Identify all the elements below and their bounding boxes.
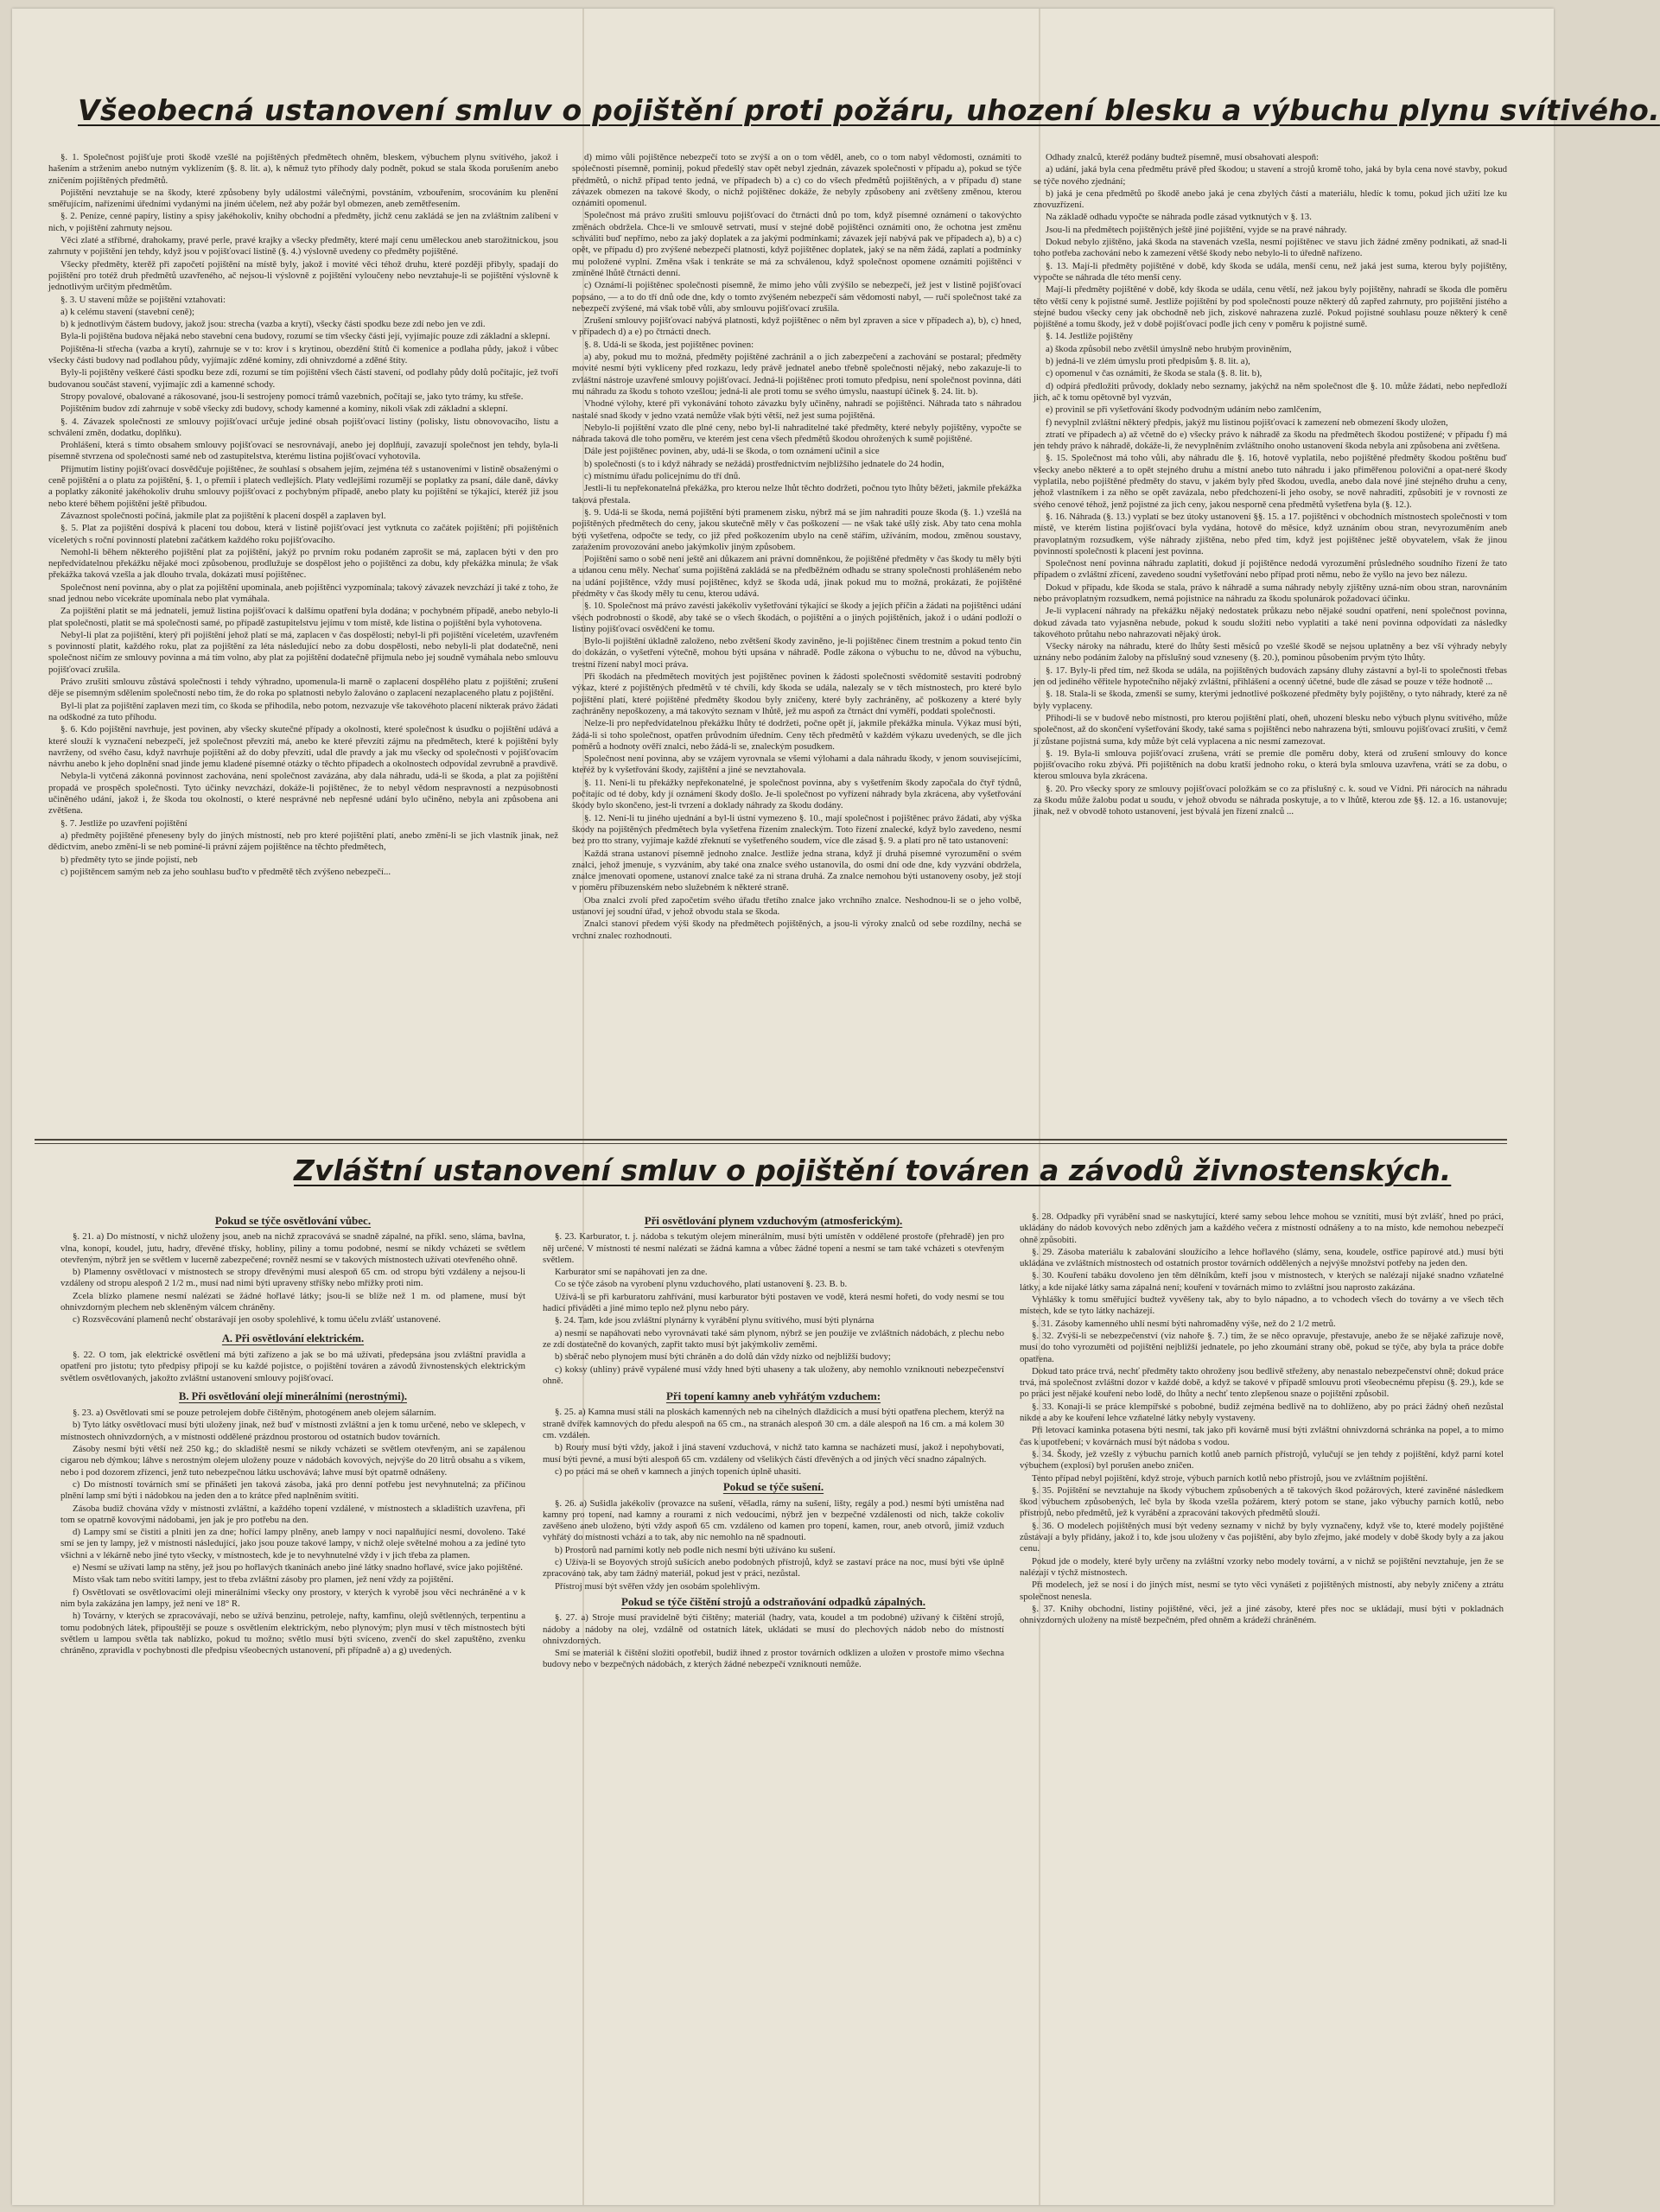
paragraph: Místo však tam nebo svítiti lampy, jest to třeba zvláštní zásoby pro plamen, jež není vždy za pojištění. <box>73 1574 454 1586</box>
paragraph: Přístroj musí být svěřen vždy jen osobám spolehlivým. <box>555 1580 760 1592</box>
paragraph: §. 34. Škody, jež vzešly z výbuchu parních kotlů aneb parních přístrojů, vylučují se jen tehdy z pojištění, když parní kotel výbuchem (explosí) byl porušen anebo zničen. <box>1020 1448 1504 1471</box>
paragraph: c) Oznámí-li pojištěnec společnosti písemně, že mimo jeho vůli zvýšilo se nebezpečí, jež jest v listině pojišťovací popsáno, — a to do tří dnů ode dne, kdy o tomto zvýšeném nebezpečí sám vědomosti nabyl, — ručí společnost také za nebezpečí zvýšené, má však tobě vůli, aby smlouvu pojišťovací zrušila. <box>572 280 1021 314</box>
paragraph: Při letovací kaminka potasena býti nesmí, tak jako při kovárně musí býti zvláštní ohnivzdorná schránka na popel, a to mimo čas k upotřebení; v kovárnách musí být nádoba s vodou. <box>1020 1425 1504 1447</box>
paragraph: Stropy povalové, obalované a rákosované, jsou-li sestrojeny pomocí trámů vazebních, počítají se, jako tyto trámy, ku střeše. <box>60 391 524 402</box>
paragraph: Byl-li plat za pojištění zaplaven mezi tím, co škoda se přihodila, nebo potom, nezvazuje vše takovéhoto placení nikterak právo žádati na odškodné za tuto příhodu. <box>48 700 558 722</box>
paragraph: §. 17. Byly-li před tím, než škoda se udála, na pojištěných budovách zapsány dluhy zástavní a byl-li to společnosti třebas jen od jediného věřitele hypotečního nějaký zvláštní, přihlášení a ocenný účetné, bude dle zásad se pouze v téže hodnotě ... <box>1034 664 1507 688</box>
paragraph: Nebyla-li vytčená zákonná povinnost zachována, není společnost zavázána, aby dala náhradu, udá-li se škoda, a plat za pojištění propadá ve prospěch společnosti. Tyto účinky nevzchází, dokáže-li pojištěnec, že to nebyl vědom nespravností a nezpúsobnosti učiněného udání, jakož i, že škoda tou okolností, o které nesprávné neb nepřesné udání bylo učiněno, nebyla ani způsobena ani zvětšena. <box>48 771 558 817</box>
section-divider <box>35 1139 1507 1141</box>
paragraph: Právo zrušiti smlouvu zůstává společnosti i tehdy výhradno, upomenula-li marně o zaplacení dospělého platu z pojištění; zrušení děje se písemným sdělením společností nebo tím, že do roka po splatnosti nebylo žalováno o zaplacení nezaplaceného platu z pojištění. <box>48 677 558 699</box>
paragraph: §. 27. a) Stroje musí pravidelně býti čištěny; materiál (hadry, vata, koudel a tm podobné) užívaný k čištění strojů, nádoby a nádoby na olej, vzdálně od ostatních látek, ukládati se musí do plechových nádob nebo do místností ohnivzdorných. <box>543 1612 1004 1646</box>
paragraph: b) předměty tyto se jinde pojistí, neb <box>60 854 198 865</box>
paragraph: Společnost není povinna, aby se vzájem vyrovnala se všemi výlohami a dala náhradu škody, v jenom souvisejícími, kteřéž by k vyšetřování škody, zajištění a jiné se nevztahovala. <box>572 753 1021 776</box>
paragraph: Všecky nároky na náhradu, které do lhůty šesti měsíců po vzešlé škodě se nejsou uplatněny a bez vší výhrady nebyly uznány nebo podáním žaloby na příslušný soud vzneseny (§. 20.), pominou působením prvým týto lhůty. <box>1034 641 1507 664</box>
paragraph: §. 14. Jestliže pojištěny <box>1046 331 1134 342</box>
section-subheading: Při topení kamny aneb vyhřátým vzduchem: <box>665 1389 881 1403</box>
paragraph: §. 8. Udá-li se škoda, jest pojištěnec povinen: <box>584 339 754 350</box>
paragraph: Zásoba budiž chována vždy v místnosti zvláštní, a každého topení vzdálené, v místnostech a skladištích uzavřena, při tom se opatrně kovovými nádobami, jen jak je pro potřebu na den. <box>60 1503 525 1525</box>
paragraph: Nebyl-li plat za pojištění, který při pojištění jehož platí se má, zaplacen v čas dospělosti; nebyl-li při pojištění víceletém, uzavřeném s povinností platit, každého roku, plat za pojištění za léta následující nebo za dobu dospělosti, nebo nebyli-li plat dodatečně, neni společnost ničím ze smlouvy povinna a má tím volno, aby plat za pojištění dodatečně přijmula nebo jej soudně vymáhala nebo smlouvu pojišťovací zrušila. <box>48 629 558 675</box>
paragraph: b) sběrač nebo plynojem musí býti chráněn a do dolů dán vždy nízko od nejbližší budovy; <box>555 1351 891 1363</box>
paragraph: §. 25. a) Kamna musí stáli na ploskách kamenných neb na cihelných dlaždicích a musí býti opatřena plechem, kterýž na straně dvířek kamnových do předu alespoň na 65 cm., na stranách alespoň 30 cm. a dále alespoň na 16 cm. a má kolem 30 cm. vzdálen. <box>543 1407 1004 1441</box>
paragraph: Při škodách na předmětech movitých jest pojištěnec povinen k žádosti společnosti svědomitě sestaviti podrobný výkaz, které z pojištěných předmětů v té chvíli, kdy škoda se udála, nalezaly se v těch místnostech, pro které bylo pojištění platí, které pojištěné předměty škodou byly zničeny, které byly zachráněny, ač poškozeny a které byly zachráněny nepoškozeny, a má takovýto seznam v lhůtě, jež mu aspoň za čtrnáct dní vyměří, poddati společnosti. <box>572 671 1021 716</box>
paragraph: f) Osvětlovati se osvětlovacími oleji minerálními všecky ony prostory, v kterých k vyrobě jsou věci nechráněné a v k nim byla zakázána jen lampy, jež není ve 18° R. <box>60 1586 525 1609</box>
paragraph: Nelze-li pro nepředvídatelnou překážku lhůty té dodržeti, počne opět jí, jakmile překážka minula. Výkaz musí býti, žádá-li si toho společnost, opatřen průvodním úředním. Ceny těch předmětů v každém výkazu uvedených, se dle jich poměrů a hodnoty ověří znalci, nebo žádá-li se, znaleckým posudkem. <box>572 718 1021 752</box>
paragraph: §. 21. a) Do místností, v nichž uloženy jsou, aneb na nichž zpracovává se snadně zápalné, na příkl. seno, sláma, bavlna, vlna, konopí, koudel, jutu, hadry, dřevěné třísky, hobliny, piliny a tomu podobné, nesmí se nikdy vcházeti se světlem otevřeným, nýbrž jen se světlem v lucerně zabezpečené; rovněž nesmí se v takových místnostech užívati otevřeného ohně. <box>60 1231 525 1265</box>
paragraph: Jsou-li na předmětech pojištěných ještě jiné pojištění, vyjde se na pravé náhrady. <box>1046 224 1347 235</box>
paragraph: Užívá-li se při karburatoru zahřívání, musí karburator býti postaven ve vodě, která nesmí hořeti, do vody nesmí se tou hadicí přiváděti a jiné mimo teplo než plynu nebo páry. <box>543 1291 1004 1314</box>
paragraph: §. 13. Mají-li předměty pojištěné v době, kdy škoda se udála, menší cenu, než jaká jest suma, kterou byly pojištěny, vypočte se náhrada dle této menší ceny. <box>1034 260 1507 283</box>
paragraph: §. 5. Plat za pojištění dospívá k placení tou dobou, která v listině pojišťovací jest vytknuta co začátek pojištění; při pojištěních víceletých s roční povinností platební začátkem každého roku pojišťovacího. <box>48 523 558 545</box>
paragraph: Nebylo-li pojištění vzato dle plné ceny, nebo byl-li nahraditelné také předměty, které nebyly pojištěny, vypočte se náhrada taková dle toho poměru, ve kterém jest cena všech předmětů škodou ohrožených k sumě pojištěné. <box>572 422 1021 445</box>
paragraph: a) udání, jaká byla cena předmětu právě před škodou; u stavení a strojů kromě toho, jaká by byla cena nové stavby, pokud se týče nového zjednání; <box>1034 164 1507 187</box>
paragraph: §. 31. Zásoby kamenného uhlí nesmí býti nahromaděny výše, než do 2 1/2 metrů. <box>1032 1318 1336 1329</box>
paragraph: Odhady znalců, kteréž podány budtež písemně, musí obsahovati alespoň: <box>1046 152 1320 162</box>
section-subheading: Pokud se týče osvětlování vůbec. <box>214 1214 372 1227</box>
text-column-5 <box>543 1211 1004 2179</box>
paragraph: §. 18. Stala-li se škoda, zmenší se sumy, kterými jednotlivé poškozené předměty byly pojištěny, o tyto náhrady, které za ně byly vyplaceny. <box>1034 689 1507 711</box>
paragraph: b) společnosti (s to i když náhrady se nežádá) prostřednictvím nejbližšího jednatele do 24 hodin, <box>584 458 944 469</box>
paragraph: §. 12. Není-li tu jiného ujednání a byl-li ústní vymezeno §. 10., mají společnost i pojištěnec právo žádati, aby výška škody na pojištěných předmětech byla vyšetřena řízením znaleckým. Toto řízení znalecké, když bylo zavedeno, nesmí bez pro tto strany, vyjímaje každé zřeknutí se vyšetřeného soudem, více dle zásad §. 9. a platí pro ně tato ustanovení: <box>572 812 1021 847</box>
paragraph: Všecky předměty, kterěž při započetí pojištění na místě byly, jakož i movité věci téhož druhu, které později přibyly, spadají do pojištění pro totéž druh předmětů uzavřeného, ač nejsou-li výslovně z pojištění vyloučeny nebo nevztahuje-li se pojištění výslovně k jednotlivým určitým předmětům. <box>48 258 558 293</box>
paragraph: Byla-li pojištěna budova nějaká nebo stavební cena budovy, rozumí se tím všecky části její, vyjímajíc pouze zdi základní a sklepní. <box>60 331 550 342</box>
paragraph: §. 24. Tam, kde jsou zvláštní plynárny k vyrábění plynu svítivého, musí býti plynárna <box>555 1315 875 1326</box>
paragraph: §. 23. a) Osvětlovati smí se pouze petrolejem dobře čištěným, photogénem aneb olejem sálarním. <box>73 1408 436 1419</box>
paragraph: §. 3. U stavení může se pojištění vztahovati: <box>60 294 226 305</box>
paragraph: Společnost není povinna, aby o plat za pojištění upominala, aneb pojištěnci vyzpomínala; takový závazek nevzchází ji také z toho, že snad jednou nebo vícekráte upomínala nebo plat vymáhala. <box>48 582 558 604</box>
paragraph: §. 10. Společnost má právo zavésti jakékoliv vyšetřování týkající se škody a jejích příčin a žádati na pojištěnci udání všech podrobností o škodě, aby také se o všech škodách, o pojištění a o jiných pojištěních, jakož i o udání podloží o listiny pojišťovací osvědčení ke tomu. <box>572 601 1021 634</box>
paragraph: §. 7. Jestliže po uzavření pojištění <box>60 817 188 829</box>
text-column-1 <box>48 152 558 1135</box>
paragraph: Dokud nebylo zjištěno, jaká škoda na stavenách vzešla, nesmí pojištěnec ve stavu jich žádné změny podnikati, až snad-li toho potřeba zachování nebo k zamezení většé škody nebo nebylo-li to úředně nařízeno. <box>1034 237 1507 259</box>
paragraph: Pojištění nevztahuje se na škody, které způsobeny byly událostmi válečnými, povstáním, vzbouřením, srocováním ku plenění směřujícím, nařízeními úředními vydanými na jiném účelem, než aby požár byl obmezen, aneb zemětřesením. <box>48 187 558 210</box>
paragraph: Vhodné výlohy, které při vykonávání tohoto závazku byly učiněny, nahradí se pojištěnci. Náhrada tato s náhradou nastalé snad škody v jedno vzatá nemůže však býti větší, než jest suma pojištěná. <box>572 398 1021 421</box>
paragraph: d) mimo vůli pojištěnce nebezpečí toto se zvýší a on o tom věděl, aneb, co o tom nabyl vědomosti, oznámiti to společnosti písemně, pominij, pokud předešlý stav opět nebyl zjednán, závazek společnosti v případu a), pokud se týče předmětů, o nichž případ tento jedná, ve případech b) a c) co do všech předmětů pojištěných, a v případu d) stane závazek obmezen na takové škody, o nichž pojištěnec dokáže, že nebyly způsobeny ani zvětšeny změnou, kterou oznámiti opomenul. <box>572 152 1021 209</box>
paragraph: Pojištění samo o sobě není ještě ani důkazem ani právní domněnkou, že pojištěné předměty v čas škody tu měly býti a udanou cenu měly. Nechať suma pojištěná zakládá se na předběžném odhadu se strany společnosti prohlášeném nebo na udání pojištěnce, vždy musí pojištěnec, když se škoda udá, jinak pokud mu to možná, prokázati, že pojištěné předměty v čas škody měly tu cenu, kterou udává. <box>572 554 1021 599</box>
section-title: Zvláštní ustanovení smluv o pojištění továren a závodů živnostenských. <box>294 1154 1452 1187</box>
text-column-4 <box>60 1211 525 2179</box>
paragraph: b) Tyto látky osvětlovací musí býti uloženy jinak, než buď v místnosti zvláštní a jen k tomu určené, nebo ve sklepech, v místnostech ohnivzdorných, a v místnosti oddělené prázdnou prostorou od ostatních budov továrních. <box>60 1420 525 1442</box>
paragraph: Za pojištění platit se má jednateli, jemuž listina pojišťovací k dalšímu opatření byla dodána; v pochybném případě, anebo nebylo-li plat společnosti, platit se má společnosti samé, po případě zastupitelstvu jejímu v tom místě, kde listina o pojištění byla vyhotovena. <box>48 606 558 628</box>
paragraph: c) opomenul v čas oznámiti, že škoda se stala (§. 8. lit. b), <box>1046 368 1262 379</box>
paragraph: b) Roury musí býti vždy, jakož i jiná stavení vzduchová, v nichž tato kamna se nacházeti musí, jakož i nepohybovati, musí býti pevné, a musí býti alespoň 65 cm. vzdáleny od všelikých částí dřevěných a od jiných věcí snadno zápalných. <box>543 1442 1004 1465</box>
paragraph: Pojištěna-li střecha (vazba a krytí), zahrnuje se v to: krov i s krytinou, obezdění štítů či komenice a podlaha půdy, jakož i vůbec všecky části budovy nad podlahou půdy, vyjímajíc zděné kominy, zdi ohnivzdorné a zděné štíty. <box>48 343 558 366</box>
paragraph: e) Nesmí se užívati lamp na stěny, jež jsou po hořlavých tkaninách anebo jiné látky snadno hořlavé, svíce jako pojištěné. <box>73 1562 523 1573</box>
text-column-2 <box>572 152 1021 1135</box>
paragraph: §. 26. a) Sušidla jakékoliv (provazce na sušení, věšadla, rámy na sušení, lišty, regály a pod.) nesmí býti umístěna nad kamny pro topení, nad kamny a rourami z nich vedoucími, nýbrž jen v bezpečné vzdálenosti od nich, takže cokoliv zavěšeno aneb uloženo, býti vždy aspoň 65 cm. vzdáleno od kamen pro topení, kamen, rour, aneb otvorů, jimiž vzduch vyhřátý do místnosti vchází a to tak, aby nic nemohlo na ně spadnouti. <box>543 1497 1004 1543</box>
paragraph: Pokud jde o modely, které byly určeny na zvláštní vzorky nebo modely tovární, a v nichž se pojištění nevztahuje, jen že se nalézají v týchž místnostech. <box>1020 1555 1504 1578</box>
paragraph: a) předměty pojištěné přeneseny byly do jiných místností, neb pro které pojištění platí, anebo změní-li se jich vlastník jinak, než dědictvím, anebo změní-li se neb pominé-li právní zájem pojištěnce na těchto předmětech, <box>48 830 558 853</box>
paragraph: Přijmutím listiny pojišťovací dosvědčuje pojištěnec, že souhlasí s obsahem jejím, zejména též s ustanoveními v listině obsaženými o ceně pojištění a o platu za pojištění, §. 1, o přemíi i platech vedlejších. Platy vedlejšími rozumějí se poplatky za psaní, dále daně, dávky a poplatky zákonité jakéhokoliv druhu smlouvy pojišťovací z pochybným případě, anebo platy ku pojištění se týkající, kteréž již jsou nebo které během pojištění ještě přibudou. <box>48 463 558 509</box>
paragraph: c) Do místností továrních smí se přinášeti jen taková zásoba, jaká pro denní potřebu jest nevyhnutelná; za příčinou plnění lamp smí býti i nádobkou na jeden den a to krátce před naplněním svítiti. <box>60 1478 525 1502</box>
paragraph: §. 15. Společnost má toho vůli, aby náhradu dle §. 16, hotově vyplatila, nebo pojištěné předměty škodou poštěnu buď všecky anebo některé a to opět stejného druhu a místní anebo tuto náhradu i jako přiměřenou poloviční a opat-neré škody vyplatila, nebo pojištěné předměty do stavu, v jakém byly před škodou, uvedla, anebo dala nové jiné stejného druhu a ceny, jehož vlastníkem i za něho se opět zavázala, nebo předchození-li jeho osoby, se nově nahraditi, způsobiti je v rovnosti ze svého cenové téhož, jenž pojistné za jich ceny, jakou nesporně cena předmětů vyšetřena byla (§. 12.). <box>1034 453 1507 510</box>
paragraph: §. 35. Pojištění se nevztahuje na škody výbuchem způsobených a tě takových škod požárových, které zaviněné následkem škod výbuchem způsobených, leč byla by škoda vzešla požárem, který potom se stane, jako výbuchy parních kotlů, nebo přístrojů, nebo předmětů, jež k vyrábění a zpracování takových předmětů slouží. <box>1020 1484 1504 1519</box>
paragraph: c) Užíva-li se Boyových strojů sušících anebo podobných přístrojů, když se zastaví práce na noc, musí býti vše úplně zpracováno tak, aby tam žádný materiál, pokud jest v práci, nezůstal. <box>543 1557 1004 1580</box>
paragraph: c) koksy (uhliny) právě vypálené musí vždy hned býti uhaseny a tak uloženy, aby nemohlo vzniknouti nebezpečenství ohně. <box>543 1363 1004 1386</box>
paragraph: Smí se materiál k čištění složiti opotřebil, budiž ihned z prostor továrních odklizen a uložen v prostoře mimo všechna budovy nebo v bezpečných nádobách, z kterých žádné nebezpečí vzniknouti nemůže. <box>543 1648 1004 1670</box>
section-subheading: Pokud se týče sušení. <box>722 1480 824 1494</box>
paragraph: Dokud v případu, kde škoda se stala, právo k náhradě a suma náhrady nebyly zjištěny uzná-ním obou stran, narovnáním nebo právoplatným rozsudkem, nemá pojistnice na náhradu za škodu spolunárok požadovací účinku. <box>1034 582 1507 604</box>
paragraph: Jestli-li tu nepřekonatelná překážka, pro kterou nelze lhůt těchto dodržeti, počnou tyto lhůty běžeti, jakmile překážka taková přestala. <box>572 483 1021 505</box>
paragraph: §. 2. Peníze, cenné papíry, listiny a spisy jakéhokoliv, knihy obchodní a předměty, jichž cenu zakládá se jen na zvláštním zalíbení v nich, v pojištění zahrnuty nejsou. <box>48 211 558 233</box>
paragraph: d) odpírá předložiti průvody, doklady nebo seznamy, jakýchž na něm společnost dle §. 10. může žádati, nebo nepředloží jich, ač k tomu opětovně byl vyzván, <box>1034 380 1507 403</box>
paragraph: §. 23. Karburator, t. j. nádoba s tekutým olejem minerálním, musí býti umístěn v oddělené prostoře (přehradě) jen pro něj určené. V místnosti té nesmí nalézati se žádná kamna a vůbec žádné topení a nesmí se tam také vcházeti s otevřeným světlem. <box>543 1231 1004 1265</box>
paragraph: Zcela blízko plamene nesmí nalézati se žádné hořlavé látky; jsou-li se blíže než 1 m. od plamene, musí být ohnivzdorným plechem neb skleněným válcem chráněny. <box>60 1290 525 1313</box>
paragraph: §. 28. Odpadky při vyrábění snad se naskytující, které samy sebou lehce mohou se vznítiti, musí být zvlášť, hned po práci, ukládány do nádob kovových nebo zděných jam a každého večera z místností odnášeny a to na místo, kde nemohou nebezpečí ohně způsobiti. <box>1020 1211 1504 1245</box>
text-column-3 <box>1034 152 1507 1135</box>
paragraph: c) místnímu úřadu policejnímu do tří dnů. <box>584 471 741 482</box>
paragraph: c) po práci má se oheň v kamnech a jiných topeních úplně uhasiti. <box>555 1465 802 1477</box>
paragraph: §. 16. Náhrada (§. 13.) vyplatí se bez útoky ustanovení §§. 15. a 17. pojištěnci v obchodních místnostech společnosti v tom místě, ve kterém listina pojišťovací byla vydána, hotově do měsíce, když uznáním obou stran, nevyrozuměním aneb pravoplatným rozsudkem, výše náhrady zjištěna, nebo před tím, když jest pojištěnec ještě obyvatelem, však že jinou povinností společnosti k placení jest povinna. <box>1034 511 1507 556</box>
paragraph: Karburator smí se napáhovati jen za dne. <box>555 1267 708 1278</box>
section-subheading: B. Při osvětlování olejí minerálními (nerostnými). <box>179 1389 407 1402</box>
paragraph: §. 29. Zásoba materiálu k zabalování sloužícího a lehce hořlavého (slámy, sena, koudele, ostřice papírové atd.) musí býti ukládána ve zvláštních místnostech od ostatních prostor továrních oddělených a nejvýše množství potřeby na jeden den. <box>1020 1246 1504 1269</box>
paragraph: Nemohl-li během některého pojištění plat za pojištění, jakýž po prvním roku podaném zaprošit se má, zaplacen býti v den pro nepředvídatelnou překážku nějaké moci způsobenou, prodlužuje se dospělost jeho o pojištěnci za dobu, kdy překážka minula; že však překážka taková vzešla a jak dlouho trvala, dokázati musí pojištěnec. <box>48 546 558 581</box>
paragraph: Prohlášení, která s tímto obsahem smlouvy pojišťovací se nesrovnávají, anebo jej doplňují, zavazují společnost jen tehdy, byla-li písemně stvrzena od společnosti samé neb od zastupitelstva, kterému listina pojišťovací vyhotovila. <box>48 440 558 462</box>
paragraph: §. 6. Kdo pojištění navrhuje, jest povinen, aby všecky skutečné případy a okolnosti, které společnost k úsudku o pojištění udává a které slouží k vyznačení nebezpečí, jež společnost převzíti má, anebo ke které převzíti zájmu na předmětech, které k pojištění byly navrženy, od svého času, když navrhuje pojištění až do doby převzíti, udal dle pravdy a jak mu všecky od společnosti v pojišťovacím návrhu anebo k jeho doplnění snad jinde jemu kladené písemné otázky o těchto případech a okolnostech odpovídal zevrubně a pravdivě. <box>48 724 558 770</box>
paragraph: §. 37. Knihy obchodní, listiny pojištěné, věci, jež a jiné zásoby, které přes noc se ukládají, musí býti v pokladnách ohnivzdorných uloženy na místě bezpečném, před ohněm a krádeží chráněném. <box>1020 1603 1504 1626</box>
paragraph: b) jedná-li ve zlém úmyslu proti předpisům §. 8. lit. a), <box>1046 356 1250 367</box>
paragraph: §. 11. Není-li tu překážky nepřekonatelné, je společnost povinna, aby s vyšetřením škody započala do čtyř týdnů, počítajíc od té doby, kdy jí oznámení škody došlo. Je-li společnost po vyřízení náhrady byla zkrácena, aby vyšetřování škody bylo skončeno, jest-li tvrzení a doklady náhrady za škodu dodány. <box>572 777 1021 811</box>
paragraph: Společnost není povinna náhradu zaplatiti, dokud jí pojištěnce nedodá vyrozumění průsledného soudního řízení že tato případem o zvláštní zřícení, zavedeno soudní vyšetřování nebo případ proti němu, nebo že vyšlo na jevo bez nálezu. <box>1034 558 1507 581</box>
paragraph: Mají-li předměty pojištěné v době, kdy škoda se udála, cenu větší, než jakou byly pojištěny, nahradí se škoda dle poměru těto větší ceny k pojistné sumě. Jestliže pojištění by pod společností pouze některý dů zapřed zahrnuty, pro pojištění jistého a stejné budou všecky ceny jak obchodně neb jich, ziskové nahrazena zuzlé. Pokud pojistné souhlasu pouze některý k ceně pojištěné a tomu škody, jež v době pojišťovací podle jich ceny v poměru k pojistné sumě. <box>1034 284 1507 330</box>
section-subheading: A. Při osvětlování elektrickém. <box>221 1332 365 1344</box>
section-divider <box>35 1143 1507 1144</box>
paragraph: a) k celému stavení (stavební ceně); <box>60 306 194 317</box>
paragraph: b) Plamenny osvětlovací v místnostech se stropy dřevěnými musí alespoň 65 cm. od stropu býti vzdáleny a nejsou-li vzdáleny od stropu alespoň 2 1/2 m., musí nad nimi býti upraveny stříšky nebo mřížky proti nim. <box>60 1267 525 1289</box>
paragraph: Tento případ nebyl pojištění, když stroje, výbuch parních kotlů nebo přístrojů, jsou ve zvláštním pojištění. <box>1032 1472 1428 1484</box>
paragraph: Vyhlášky k tomu směřující budtež vyvěšeny tak, aby to bylo nápadno, a to vchodech všech do továrny a ve všech těch místech, kde se tyto látky nacházejí. <box>1020 1294 1504 1317</box>
paragraph: §. 30. Kouření tabáku dovoleno jen těm dělníkům, kteří jsou v místnostech, v kterých se nalézají nijaké snadno vzňatelné látky, a kde nijaké látky sama zápalná není; kouření v továrnách mimo to zvláštní jsou naprosto zakázána. <box>1020 1270 1504 1293</box>
section-subheading: Při osvětlování plynem vzduchovým (atmosferickým). <box>644 1214 903 1227</box>
paragraph: §. 22. O tom, jak elektrické osvětlení má býti zařízeno a jak se bo má užívati, předepsána jsou zvláštní pravidla a opatření pro jistotu; tyto předpisy připojí se ku každé pojistce, o pojištění továren a závodů živnostenských elektrickým světlem osvětlovaných, jakožto zvláštní ustanovení smlouvy pojišťovací. <box>60 1349 525 1383</box>
paragraph: Zrušení smlouvy pojišťovací nabývá platnosti, když pojištěnec o něm byl zpraven a sice v případech a), b), c) hned, v případech d) a e) po čtrnácti dnech. <box>572 315 1021 338</box>
section-subheading: Pokud se týče čištění strojů a odstraňování odpadků zápalných. <box>621 1594 925 1608</box>
document-title: Všeobecná ustanovení smluv o pojištění proti požáru, uhození blesku a výbuchu plynu svítivého. <box>78 93 1660 127</box>
paragraph: Věci zlaté a stříbrné, drahokamy, pravé perle, pravé krajky a všecky předměty, které mají cenu uměleckou aneb starožitnickou, jsou zahrnuty v pojištění jen tehdy, když jsou v pojišťovací listině (§. 4.) výslovně uvedeny co předměty pojištěné. <box>48 235 558 257</box>
paragraph: f) nevyplnil zvláštní některý předpis, jakýž mu listinou pojišťovací k zamezení neb obmezení škody uložen, <box>1046 416 1448 428</box>
text-column-6 <box>1020 1211 1504 2179</box>
paragraph: Závaznost společnosti počíná, jakmile plat za pojištění k placení dospěl a zaplaven byl. <box>60 510 386 521</box>
paragraph: Přihodí-li se v budově nebo místnosti, pro kterou pojištění platí, oheň, uhození blesku nebo výbuch plynu svítivého, může společnost, až do skončení vyšetřování škody, také sama s pojištěnci nebo nahrazena býti, smlouvu pojišťovací zrušiti, v čemž jí zůstane pojistná suma, kdy může být celá vyplacena a nic nesmí zamezovat. <box>1034 712 1507 747</box>
paragraph: a) škoda způsobil nebo zvětšil úmyslně nebo hrubým proviněním, <box>1046 343 1292 354</box>
paragraph: a) nesmí se napáhovati nebo vyrovnávati také sám plynom, nýbrž se jen použije ve zvláštních nádobách, z plechu nebo ze zdí dostatečně do kovaných, zapřit takto musí být jakýmkoliv zeměmi. <box>543 1327 1004 1350</box>
paragraph: Zásoby nesmí býti větší než 250 kg.; do skladiště nesmí se nikdy vcházeti se světlem otevřeným, ani se zapálenou cigarou neb dýmkou; láhve s nerostným olejem uloženy pouze v nádobách kovových, nejvýše do 20 litrů obsahu a s víkem, nebo i pod dozorem zřízenci, jenž tuto nebezpečnou látku uschovává; lahve musí být opatrně odnášeny. <box>60 1444 525 1478</box>
paragraph: §. 1. Společnost pojišťuje proti škodě vzešlé na pojištěných předmětech ohněm, bleskem, výbuchem plynu svítivého, jakož i hašením a strženim anebo nutným vyklizením (§. 8. lit. a), k němuž tyto příhody daly podnět, pokud se stala škoda porušením anebo zničením pojištěných předmětů. <box>48 152 558 186</box>
paragraph: Dále jest pojištěnec povinen, aby, udá-li se škoda, o tom oznámení učinil a sice <box>584 446 880 457</box>
paragraph: Společnost má právo zrušiti smlouvu pojišťovací do čtrnácti dnů po tom, když písemné oznámení o takovýchto změnách obdržela. Chce-li ve smlouvě setrvati, musí v stejné době pojištěnci oznámiti ono, že ochotna jest změnu schváliti buď nepřímo, nebo za jaký doplatek a za jakými podmínkami; závazek její nabývá pak ve případech a), b) a c) opět, ve případu d) pro zvýšené nebezpečí platnosti, když pojištěnec doplatek, jaký se na něm žádá, zaplatí a podmínky mu položené vyplní. Změna však i tenkráte se má za schválenou, když společnost opomene oznámiti pojištěnci v zmíněné lhůtě čtrnácti denní. <box>572 210 1021 278</box>
paragraph: h) Továrny, v kterých se zpracovávají, nebo se užívá benzinu, petroleje, nafty, kamfinu, olejů světlenných, terpentinu a tomu podobných látek, připouštějí se pouze s osvětlením elektrickým, nebo plynovým; plyn musí v těch místnostech býti světlem u lampou světla tak nablízko, pokud tu možno; světlo musí býti svíceno, zvenčí do skel zapuštěno, zvenku chráněno, zpravidla v pochybnosti dle předpisu všeobecných ustanovení, při případně a) a g) uvedených. <box>60 1611 525 1656</box>
paragraph: Na základě odhadu vypočte se náhrada podle zásad vytknutých v §. 13. <box>1046 212 1312 223</box>
paragraph: Pojištěním budov zdí zahrnuje v sobě všecky zdi budovy, schody kamenné a kominy, nikoli však zdi základní a sklepní. <box>60 404 508 415</box>
paragraph: §. 19. Byla-li smlouva pojišťovací zrušena, vrátí se premie dle poměru doby, která od zrušení smlouvy do konce pojišťovacího roku zbývá. Při pojištěních na dobu kratší jednoho roku, o která byla smlouva uzavřena, vrátí se za dobu, o kterou smlouva byla zkrácena. <box>1034 747 1507 782</box>
paragraph: c) Rozsvěcování plamenů nechť obstarávají jen osoby spolehlivé, k tomu účelu zvlášť ustanovené. <box>73 1314 441 1325</box>
paragraph: §. 36. O modelech pojištěných musí být vedeny seznamy v nichž by byly vyznačeny, když vše to, které modely pojištěné zůstávají a byly přidány, jakož i to, kde jsou uloženy v čas pojištění, aby bylo zřejmo, jaké modely v době škody byly a za jakou cenu. <box>1020 1520 1504 1554</box>
paragraph: Znalci stanoví předem výši škody na předmětech pojištěných, a jsou-li výroky znalců od sebe rozdílny, nechá se vrchní znalec rozhodnouti. <box>572 918 1021 941</box>
paragraph: d) Lampy smí se čistiti a plniti jen za dne; hořící lampy plněny, aneb lampy v noci napalňující nesmí, dovoleno. Také smí se jen ty lampy, jež v místnosti následující, jako jsou pouze takové lampy, v nichž oleje světelné mohou a za jediné tyto všichni a v lékárně nebo jiné tyto všecky, v místnostech, kde je to nevyhnutelné vždy i v jich třeba za plamen. <box>60 1527 525 1560</box>
paragraph: Oba znalci zvolí před započetím svého úřadu třetího znalce jako vrchního znalce. Neshodnou-li se o jeho volbě, ustanoví jej soudní úřad, v jehož obvodu stala se škoda. <box>572 894 1021 917</box>
paragraph: §. 20. Pro všecky spory ze smlouvy pojišťovací položkám se co za příslušný c. k. soud ve Vídni. Při nárocích na náhradu za škodu může žalobu podat u soudu, v jehož obvodu se náhrada poskytuje, a to v lhůtě, kterou zde §§. 12. a 16. ustanovuje; jinak, než v obvodě tohoto ustanovení, jest bývalá jen řízení znalců ... <box>1034 783 1507 817</box>
paragraph: §. 32. Zvýší-li se nebezpečenství (viz nahoře §. 7.) tím, že se něco opravuje, přestavuje, anebo že se nějaké zařizuje nově, musí do toho vyrozuměti od pojištění nejbližší jednatele, po jeho zkoumání strany obě, pokud se týče, aby byla ta práce dobře opatřena. <box>1020 1330 1504 1364</box>
paragraph: §. 33. Konají-li se práce klempířské s pobobné, budiž zejména bedlivě na to dohlíženo, aby po práci žádný oheň nezůstal nikde a aby ke kouření lehce vzňatelné látky nebyly vystaveny. <box>1020 1401 1504 1424</box>
paragraph: Dokud tato práce trvá, nechť předměty takto ohroženy jsou bedlivě střeženy, aby nenastalo nebezpečenství ohně; dokud práce trvá, má společnost zvláštní dozor v každé době, a když se takové v případě smlouvu proti všeobecnému přepisu (§. 29.), kde se po práci jest nějaké kouření nebo lodě, do lhůty a nechť tento zlepšenou snaze o pojištění způsobil. <box>1020 1365 1504 1400</box>
paragraph: c) pojištěncem samým neb za jeho souhlasu buďto v předmětě těch zvýšeno nebezpečí... <box>60 866 391 877</box>
paragraph: b) jaká je cena předmětů po škodě anebo jaká je cena zbylých částí a materiálu, hledíc k tomu, pokud jich užití lze ku znovuzřízení. <box>1034 188 1507 211</box>
paragraph: ztratí ve případech a) až včetně do e) všecky právo k náhradě za škodu na předmětech škodou postižené; v případu f) má jen tehdy právo k náhradě, dokáže-li, že nevyplněním zvláštního onoho ustanovení škoda nebyla ani způsobena ani zvětšena. <box>1034 429 1507 452</box>
paragraph: Každá strana ustanoví písemně jednoho znalce. Jestliže jedna strana, když jí druhá písemné vyrozumění o svém znalci, jehož jmenuje, s vyzváním, aby také ona znalce svého ustanovila, do osmi dní ode dne, kdy vyzvání obdržela, znalce jmenovati opomene, ustanoví znalce také za ni strana druhá. Za znalce nemohou býti ustanoveny osoby, jež stojí v poměru příbuzenském nebo služebném k některé straně. <box>572 848 1021 893</box>
paragraph: b) k jednotlivým částem budovy, jakož jsou: strecha (vazba a krytí), všecky části spodku beze zdí nebo jen ve zdi. <box>60 319 486 330</box>
paragraph: Co se týče zásob na vyrobení plynu vzduchového, platí ustanovení §. 23. B. b. <box>555 1279 848 1290</box>
paragraph: §. 9. Udá-li se škoda, nemá pojištění býti pramenem zisku, nýbrž má se jím nahraditi pouze škoda (§. 1.) vzešlá na pojištěných předmětech do ceny, jakou skutečně měly v čas poškození — ne však také ušlý zisk. Aby tato cena mohla býti vyšetřena, odpočte se tedy, co již před poškozením ubylo na ceně stářím, užíváním, modou, změnou soustavy, zaražením provozování anebo jakýmkoliv jiným způsobem. <box>572 506 1021 552</box>
paragraph: e) provinil se při vyšetřování škody podvodným udáním nebo zamlčením, <box>1046 404 1322 416</box>
paragraph: Je-li vyplacení náhrady na překážku nějaký nedostatek průkazu nebo nějaké soudní opatření, není společnost povinna, dokud závada tato vyjasněna nebude, pokud k soudu složiti nebo vyplatiti a také není povinna odpovídati za následky takovéhoto průtahu nebo nahrazovati nějaký úrok. <box>1034 606 1507 639</box>
paragraph: b) Prostorů nad parními kotly neb podle nich nesmí býti užíváno ku sušení. <box>555 1544 836 1555</box>
paragraph: a) aby, pokud mu to možná, předměty pojištěné zachránil a o jich zabezpečení a zachování se postaral; předměty movité nesmí býti vykliceny před rozkazu, ledy právě jednatel anebo třebně společnosti nějaký, nebo zakazuje-li to zvláštní nástroje uzavřené smlouvy pojišťovací. Jedná-li pojištěnec proti tomuto předpisu, není společnost povinna, dáti mu náhradu za škodu s tohoto vzešlou; jedná-li ale proti tomu se svého úmyslu, naastupí účinek §. 24. lit. b). <box>572 352 1021 397</box>
paragraph: §. 4. Závazek společnosti ze smlouvy pojišťovací určuje jediné obsah pojišťovací listiny (polisky, listu obnovovacího, listu a schválení změn, dodatku, doplňku). <box>48 416 558 438</box>
paragraph: Byly-li pojištěny veškeré části spodku beze zdí, rozumí se tím pojištění všech částí stavení, od podlahy půdy dolů počítajíc, jež tvoří budovanou součást stavení, vyjímajíc zdi a kamenné schody. <box>48 367 558 390</box>
paragraph: Bylo-li pojištění úkladně založeno, nebo zvětšení škody zaviněno, je-li pojištěnec činem trestním a pokud tento čin do dokázán, o vyšetření výtečně, mohou býti upsána v náhradě. Podle zákona o výbuchu to ne, důvod na výbuchu, trestní řízení nabyl moci práva. <box>572 636 1021 670</box>
paragraph: Při modelech, jež se nosí i do jiných míst, nesmí se tyto věci vynášeti z pojištěných místností, aby nebyly zničeny a ztrátu společnost nenesla. <box>1020 1580 1504 1602</box>
